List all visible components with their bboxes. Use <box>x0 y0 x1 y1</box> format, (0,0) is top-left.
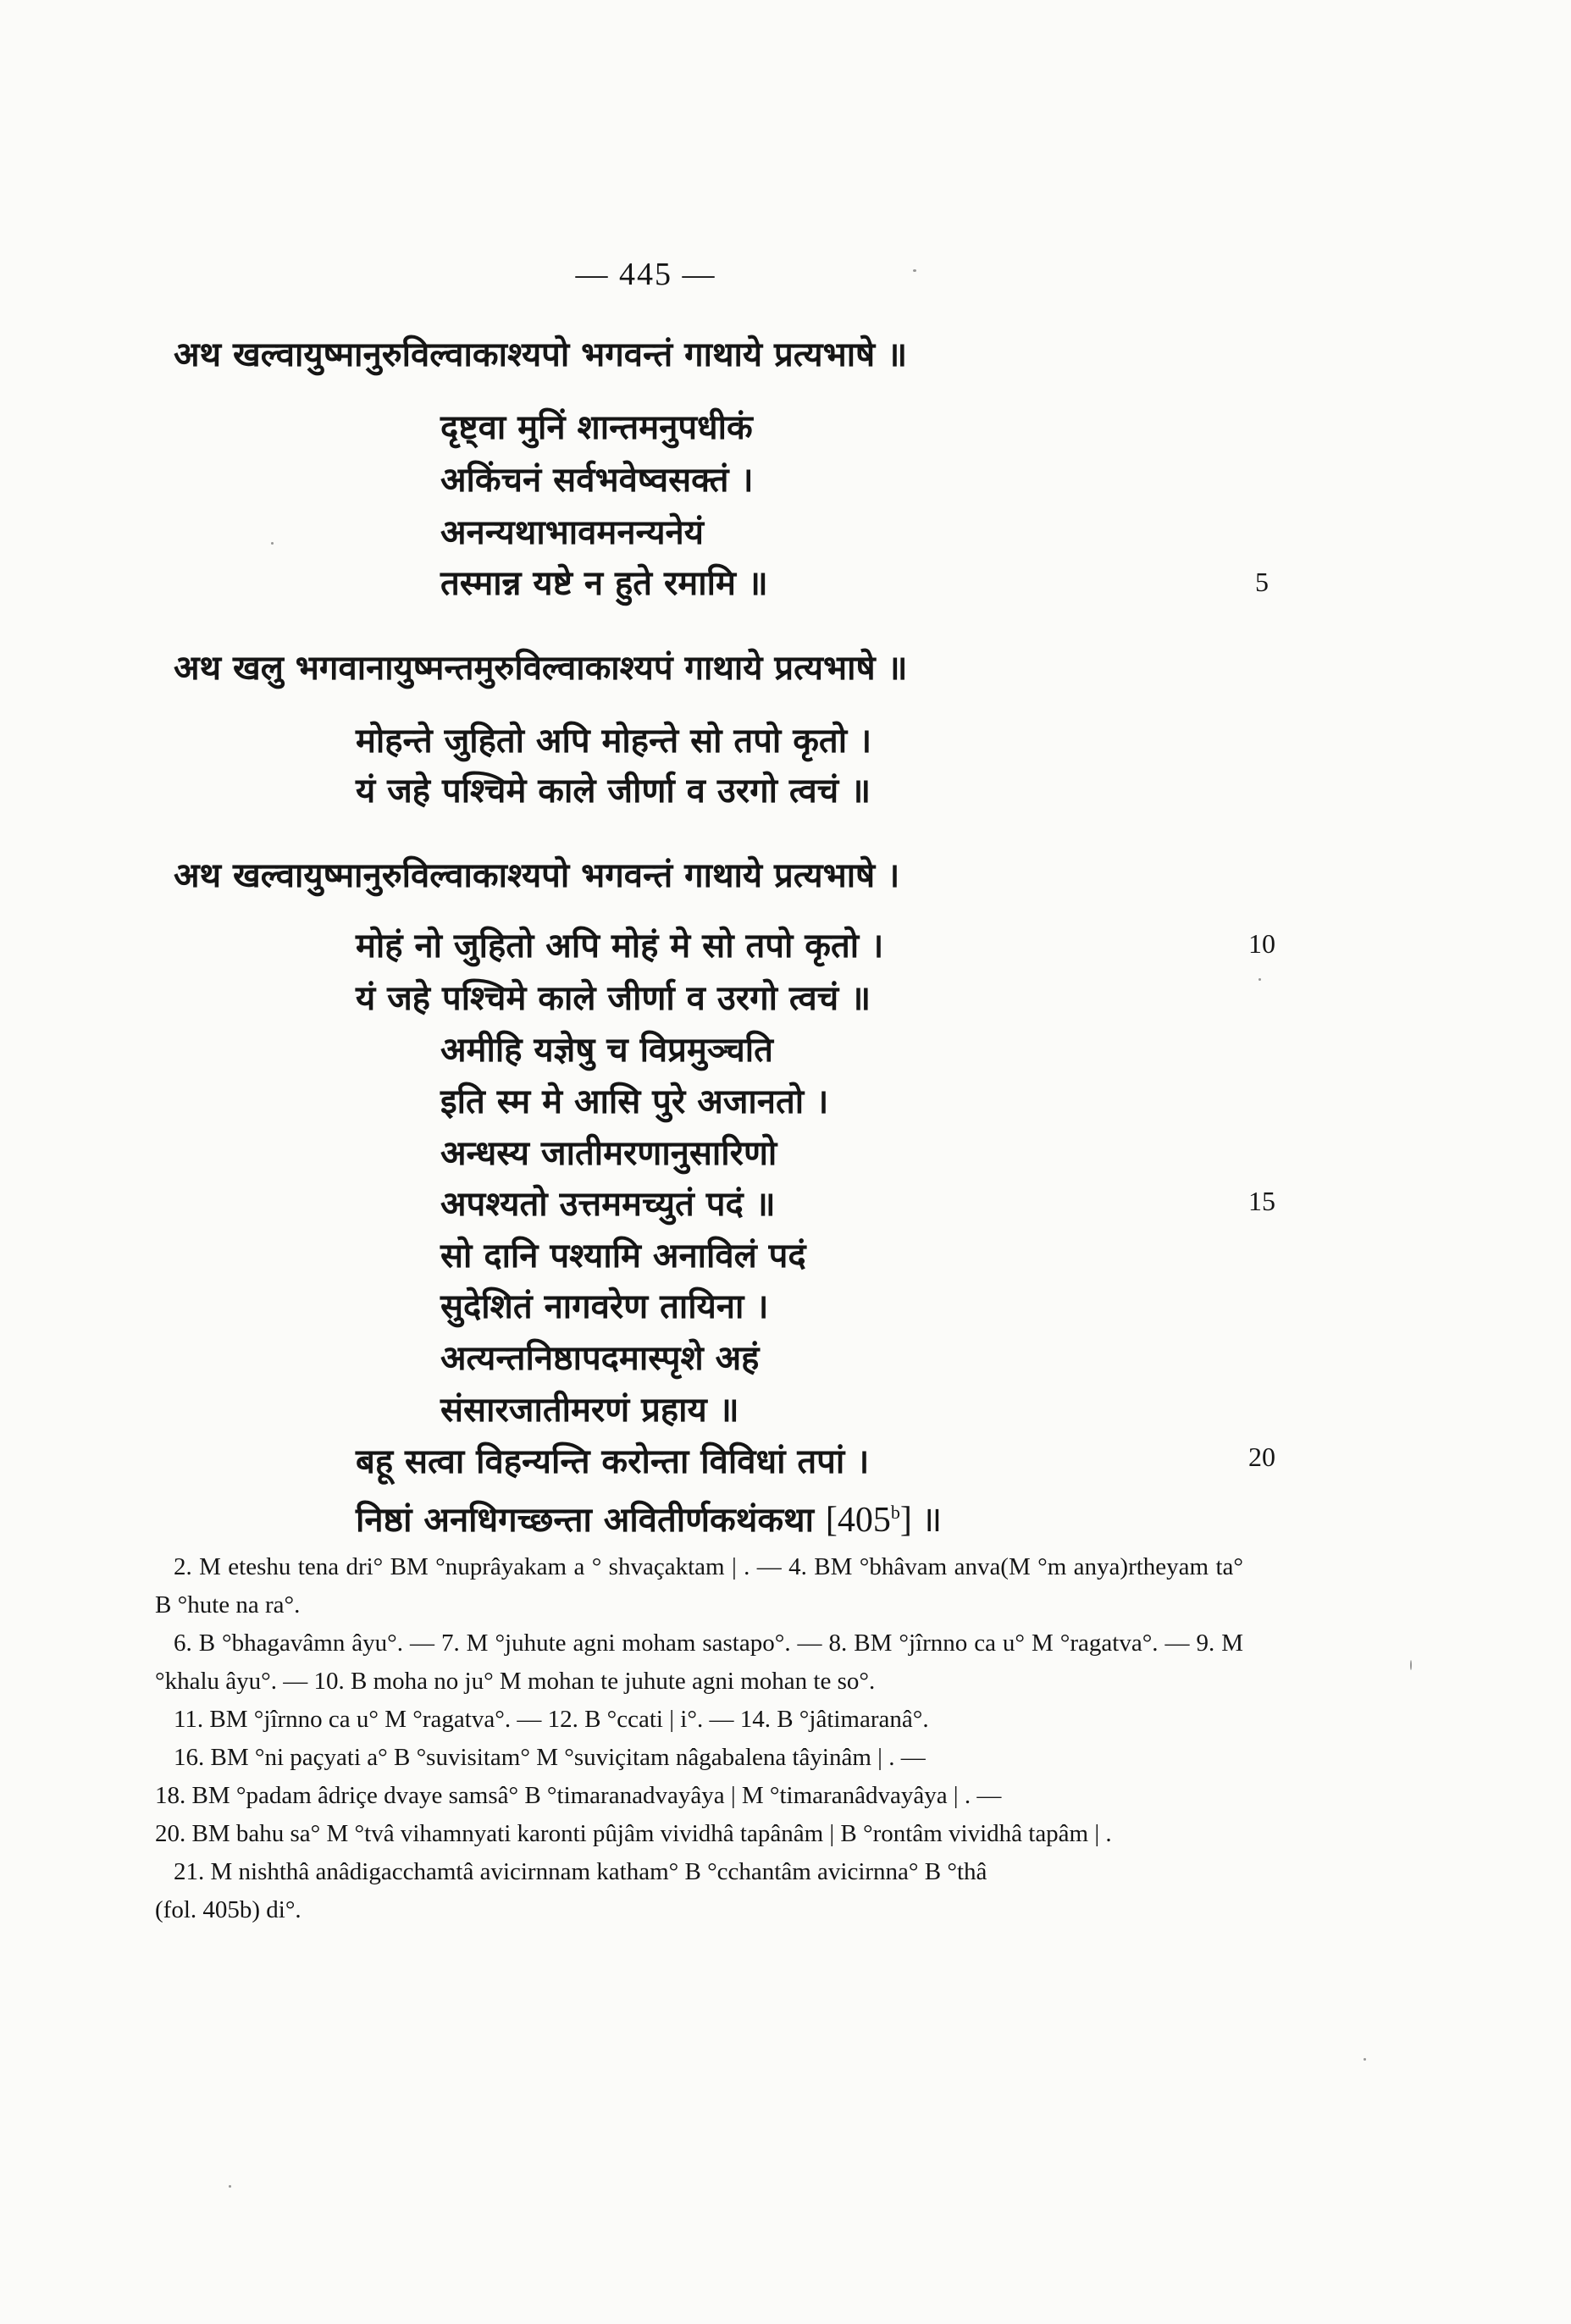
scan-speck <box>1364 2058 1366 2061</box>
verse-line-5: तस्मान्न यष्टे न हुते रमामि ॥ <box>440 564 768 603</box>
verse-line-3: अकिंचनं सर्वभवेष्वसक्तं । <box>440 461 754 500</box>
folio-number: [405 <box>825 1501 891 1540</box>
verse-line-8: यं जहे पश्चिमे काले जीर्णा व उरगो त्वचं ॥ <box>356 772 871 811</box>
verse-line-11: यं जहे पश्चिमे काले जीर्णा व उरगो त्वचं ॥ <box>356 979 871 1018</box>
folio-reference <box>826 1501 943 1540</box>
verse-line-17: सुदेशितं नागवरेण तायिना । <box>440 1287 769 1326</box>
prose-line-9: अथ खल्वायुष्मानुरुविल्वाकाश्यपो भगवन्तं गाथाये प्रत्यभाषे । <box>174 856 900 895</box>
footnote-2: 2. M eteshu tena dri° BM °nuprâyakam a ° shvaçaktam | . — 4. BM °bhâvam anva(M °m anya)rtheyam ta° B °hute na ra°. <box>155 1553 1243 1618</box>
footnote-21-cont: (fol. 405b) di°. <box>155 1896 301 1923</box>
line-number-20: 20 <box>1248 1441 1275 1472</box>
verse-line-16: सो दानि पश्यामि अनाविलं पदं <box>440 1237 806 1275</box>
folio-close: ] ॥ <box>899 1501 943 1540</box>
footnote-18: 18. BM °padam âdriçe dvaye samsâ° B °timaranadvayâya | M °timaranâdvayâya | . — <box>155 1782 1002 1809</box>
verse-line-18: अत्यन्तनिष्ठापदमास्पृशे अहं <box>440 1339 760 1378</box>
verse-line-10: मोहं नो जुहितो अपि मोहं मे सो तपो कृतो । <box>356 927 884 966</box>
folio-side: b <box>890 1502 900 1523</box>
line-number-10: 10 <box>1248 928 1275 959</box>
line-number-5: 5 <box>1255 567 1269 597</box>
verse-line-20: बहू सत्वा विहन्यन्ति करोन्ता विविधां तपां । <box>356 1442 870 1481</box>
footnote-6: 6. B °bhagavâmn âyu°. — 7. M °juhute agni moham sastapo°. — 8. BM °jîrnno ca u° M °ragatva°. — 9. M °khalu âyu°. — 10. B moha no ju° M mohan te juhute agni mohan te so°. <box>155 1630 1243 1695</box>
footnote-11: 11. BM °jîrnno ca u° M °ragatva°. — 12. B °ccati | i°. — 14. B °jâtimaranâ°. <box>174 1706 929 1733</box>
footnote-21: 21. M nishthâ anâdigacchamtâ avicirnnam katham° B °cchantâm avicirnna° B °thâ <box>174 1858 987 1885</box>
verse-line-13: इति स्म मे आसि पुरे अजानतो । <box>440 1082 829 1121</box>
verse-line-12: अमीहि यज्ञेषु च विप्रमुञ्चति <box>440 1031 773 1070</box>
footnote-20: 20. BM bahu sa° M °tvâ vihamnyati karonti pûjâm vividhâ tapânâm | B °rontâm vividhâ tapâm | . <box>155 1820 1112 1847</box>
prose-line-1: अथ खल्वायुष्मानुरुविल्वाकाश्यपो भगवन्तं गाथाये प्रत्यभाषे ॥ <box>174 335 908 374</box>
scan-speck <box>229 2185 231 2188</box>
footnote-16: 16. BM °ni paçyati a° B °suvisitam° M °suviçitam nâgabalena tâyinâm | . — <box>174 1744 926 1771</box>
verse-line-21 <box>356 1488 943 1545</box>
verse-line-7: मोहन्ते जुहितो अपि मोहन्ते सो तपो कृतो । <box>356 722 872 761</box>
verse-line-19: संसारजातीमरणं प्रहाय ॥ <box>440 1391 739 1430</box>
verse-line-15: अपश्यतो उत्तममच्युतं पदं ॥ <box>440 1185 776 1224</box>
verse-line-14: अन्धस्य जातीमरणानुसारिणो <box>440 1134 777 1173</box>
verse-line-21-text: निष्ठां अनधिगच्छन्ता अवितीर्णकथंकथा <box>356 1501 814 1540</box>
scan-speck <box>271 542 274 545</box>
verse-line-4: अनन्यथाभावमनन्यनेयं <box>440 513 704 552</box>
page-number: — 445 — <box>575 257 716 292</box>
verse-line-2: दृष्ट्वा मुनिं शान्तमनुपधीकं <box>440 408 753 447</box>
line-number-15: 15 <box>1248 1186 1275 1216</box>
scan-speck <box>1410 1660 1412 1670</box>
scan-speck <box>1258 978 1261 981</box>
scan-speck <box>913 269 916 272</box>
prose-line-6: अथ खलु भगवानायुष्मन्तमुरुविल्वाकाश्यपं गाथाये प्रत्यभाषे ॥ <box>174 649 908 688</box>
footnotes <box>155 1548 1243 1929</box>
